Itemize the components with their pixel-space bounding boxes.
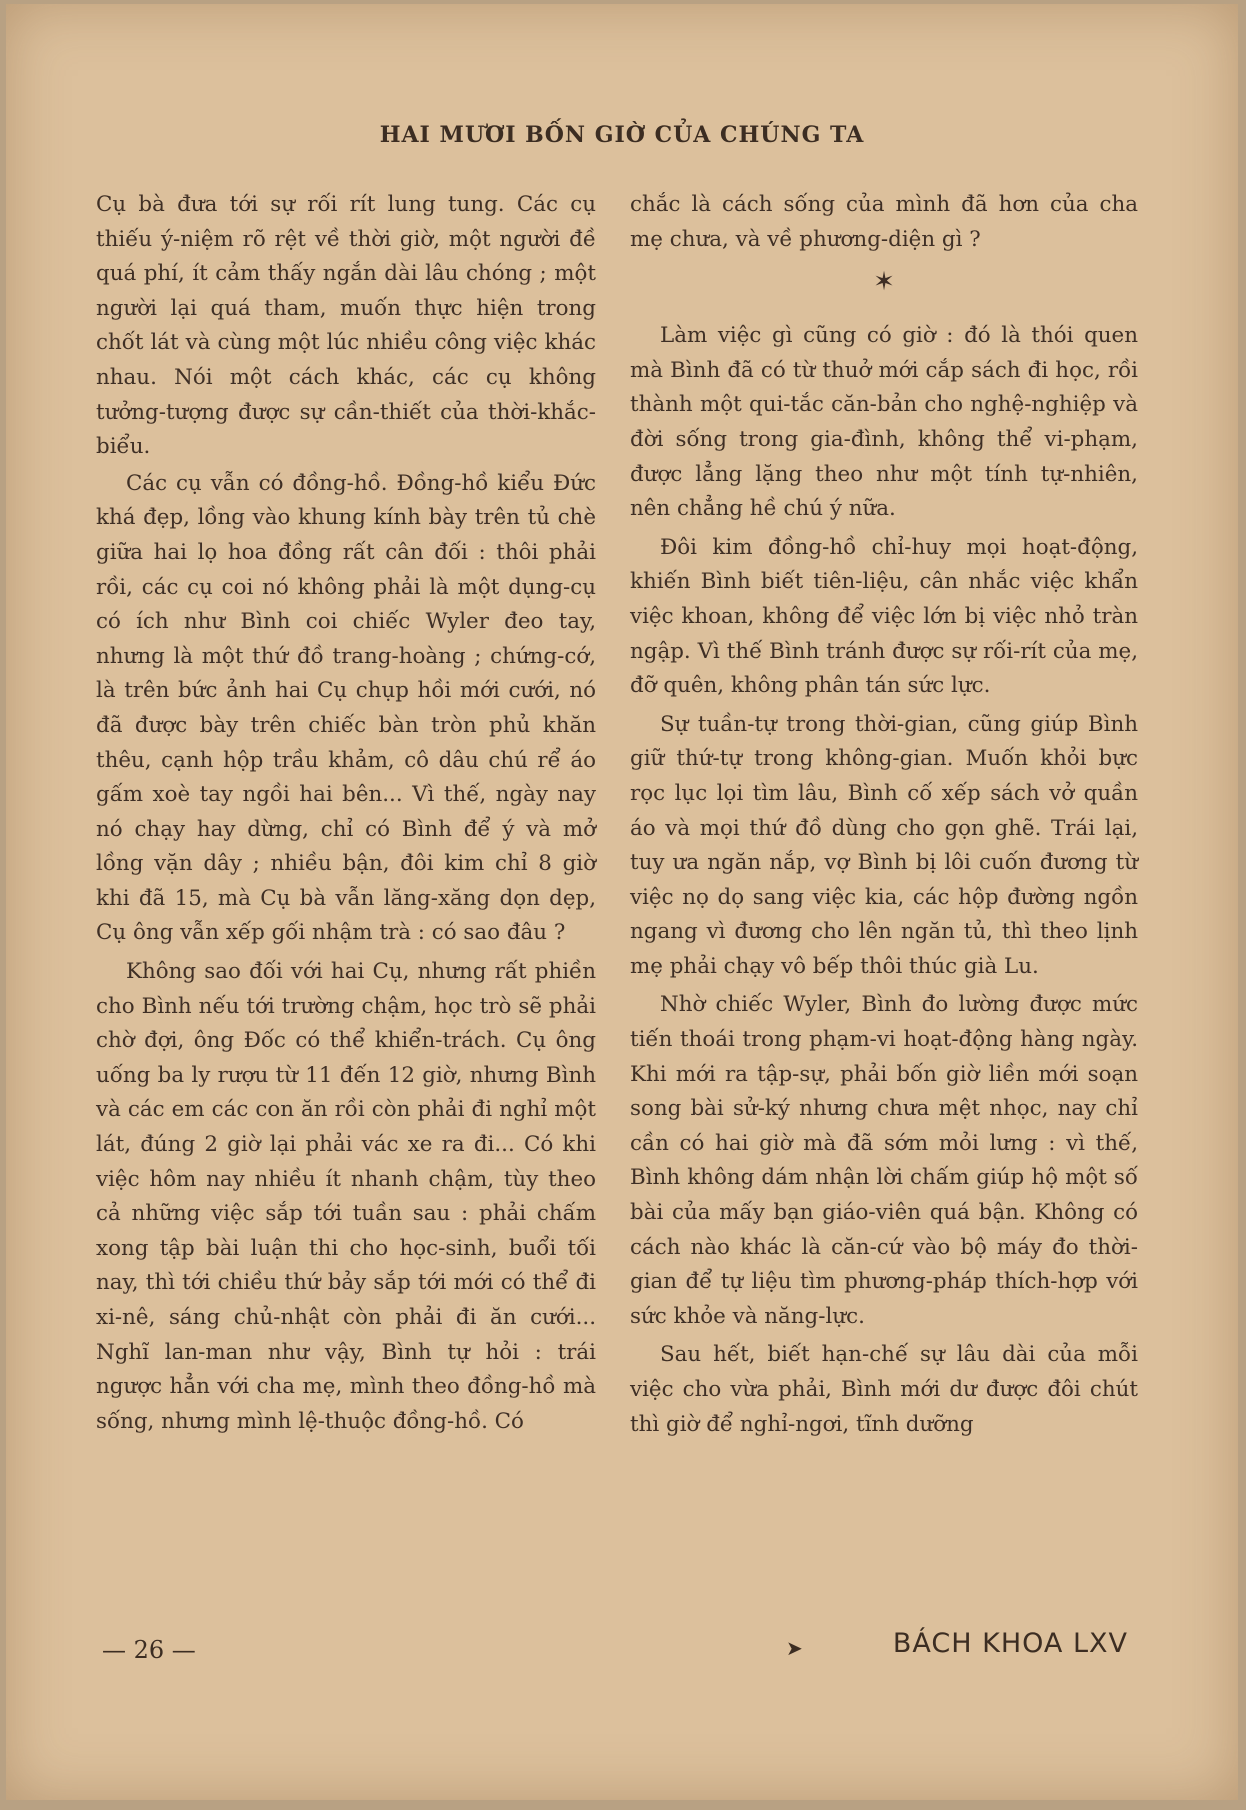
paragraph: Cụ bà đưa tới sự rối rít lung tung. Các cụ thiếu ý-niệm rõ rệt về thời giờ, một người đề quá phí, ít cảm thấy ngắn dài lâu chóng ; một người lại quá tham, muốn thực hiện trong chốt lát và cùng một lúc nhiều công việc khác nhau. Nói một cách khác, các cụ không tưởng-tượng được sự cần-thiết của thời-khắc-biểu. [96, 192, 596, 460]
paragraph: Sau hết, biết hạn-chế sự lâu dài của mỗi việc cho vừa phải, Bình mới dư được đôi chút thì giờ để nghỉ-ngơi, tĩnh dưỡng [630, 1342, 1138, 1437]
journal-name: BÁCH KHOA LXV [892, 1628, 1128, 1659]
page-number: — 26 — [102, 1636, 196, 1664]
paragraph: Nhờ chiếc Wyler, Bình đo lường được mức tiến thoái trong phạm-vi hoạt-động hàng ngày. Khi mới ra tập-sự, phải bốn giờ liền mới soạn song bài sử-ký nhưng chưa mệt nhọc, nay chỉ cần có hai giờ mà đã sớm mỏi lưng : vì thế, Bình không dám nhận lời chấm giúp hộ một số bài của mấy bạn giáo-viên quá bận. Không có cách nào khác là căn-cứ vào bộ máy đo thời-gian để tự liệu tìm phương-pháp thích-hợp với sức khỏe và năng-lực. [630, 992, 1138, 1329]
paragraph: Làm việc gì cũng có giờ : đó là thói quen mà Bình đã có từ thuở mới cắp sách đi học, rồi thành một qui-tắc căn-bản cho nghệ-nghiệp và đời sống trong gia-đình, không thể vi-phạm, được lẳng lặng theo như một tính tự-nhiên, nên chẳng hề chú ý nữa. [630, 323, 1138, 522]
left-column [96, 188, 596, 1439]
right-column [630, 188, 1138, 1442]
page [6, 4, 1238, 1800]
paragraph: Các cụ vẫn có đồng-hồ. Đồng-hồ kiểu Đức khá đẹp, lồng vào khung kính bày trên tủ chè giữa hai lọ hoa đồng rất cân đối : thôi phải rồi, các cụ coi nó không phải là một dụng-cụ có ích như Bình coi chiếc Wyler đeo tay, nhưng là một thứ đồ trang-hoàng ; chứng-cớ, là trên bức ảnh hai Cụ chụp hồi mới cưới, nó đã được bày trên chiếc bàn tròn phủ khăn thêu, cạnh hộp trầu khảm, cô dâu chú rể áo gấm xoè tay ngồi hai bên... Vì thế, ngày nay nó chạy hay dừng, chỉ có Bình để ý và mở lồng vặn dây ; nhiều bận, đôi kim chỉ 8 giờ khi đã 15, mà Cụ bà vẫn lăng-xăng dọn dẹp, Cụ ông vẫn xếp gối nhậm trà : có sao đâu ? [96, 470, 596, 946]
running-header: HAI MƯƠI BỐN GIỜ CỦA CHÚNG TA [379, 122, 865, 148]
paragraph: Sự tuần-tự trong thời-gian, cũng giúp Bình giữ thứ-tự trong không-gian. Muốn khỏi bực rọc lục lọi tìm lâu, Bình cố xếp sách vở quần áo và mọi thứ đồ dùng cho gọn ghẽ. Trái lại, tuy ưa ngăn nắp, vợ Bình bị lôi cuốn đương từ việc nọ dọ sang việc kia, các hộp đường ngồn ngang vì đương cho lên ngăn tủ, thì theo lịnh mẹ phải chạy vô bếp thôi thúc già Lu. [630, 711, 1138, 979]
paragraph: Không sao đối với hai Cụ, nhưng rất phiền cho Bình nếu tới trường chậm, học trò sẽ phải chờ đợi, ông Đốc có thể khiển-trách. Cụ ông uống ba ly rượu từ 11 đến 12 giờ, nhưng Bình và các em các con ăn rồi còn phải đi nghỉ một lát, đúng 2 giờ lại phải vác xe ra đi... Có khi việc hôm nay nhiều ít nhanh chậm, tùy theo cả những việc sắp tới tuần sau : phải chấm xong tập bài luận thi cho học-sinh, buổi tối nay, thì tới chiều thứ bảy sắp tới mới có thể đi xi-nê, sáng chủ-nhật còn phải đi ăn cưới... Nghĩ lan-man như vậy, Bình tự hỏi : trái ngược hẳn với cha mẹ, mình theo đồng-hồ mà sống, nhưng mình lệ-thuộc đồng-hồ. Có [96, 959, 596, 1434]
paragraph: chắc là cách sống của mình đã hơn của cha mẹ chưa, và về phương-diện gì ? [630, 192, 1138, 252]
section-separator-icon: ✶ [873, 267, 895, 298]
paragraph: Đôi kim đồng-hồ chỉ-huy mọi hoạt-động, khiến Bình biết tiên-liệu, cân nhắc việc khẩn việc khoan, không để việc lớn bị việc nhỏ tràn ngập. Vì thế Bình tránh được sự rối-rít của mẹ, đỡ quên, không phân tán sức lực. [630, 534, 1138, 699]
arrow-mark-icon: ➤ [786, 1636, 803, 1660]
